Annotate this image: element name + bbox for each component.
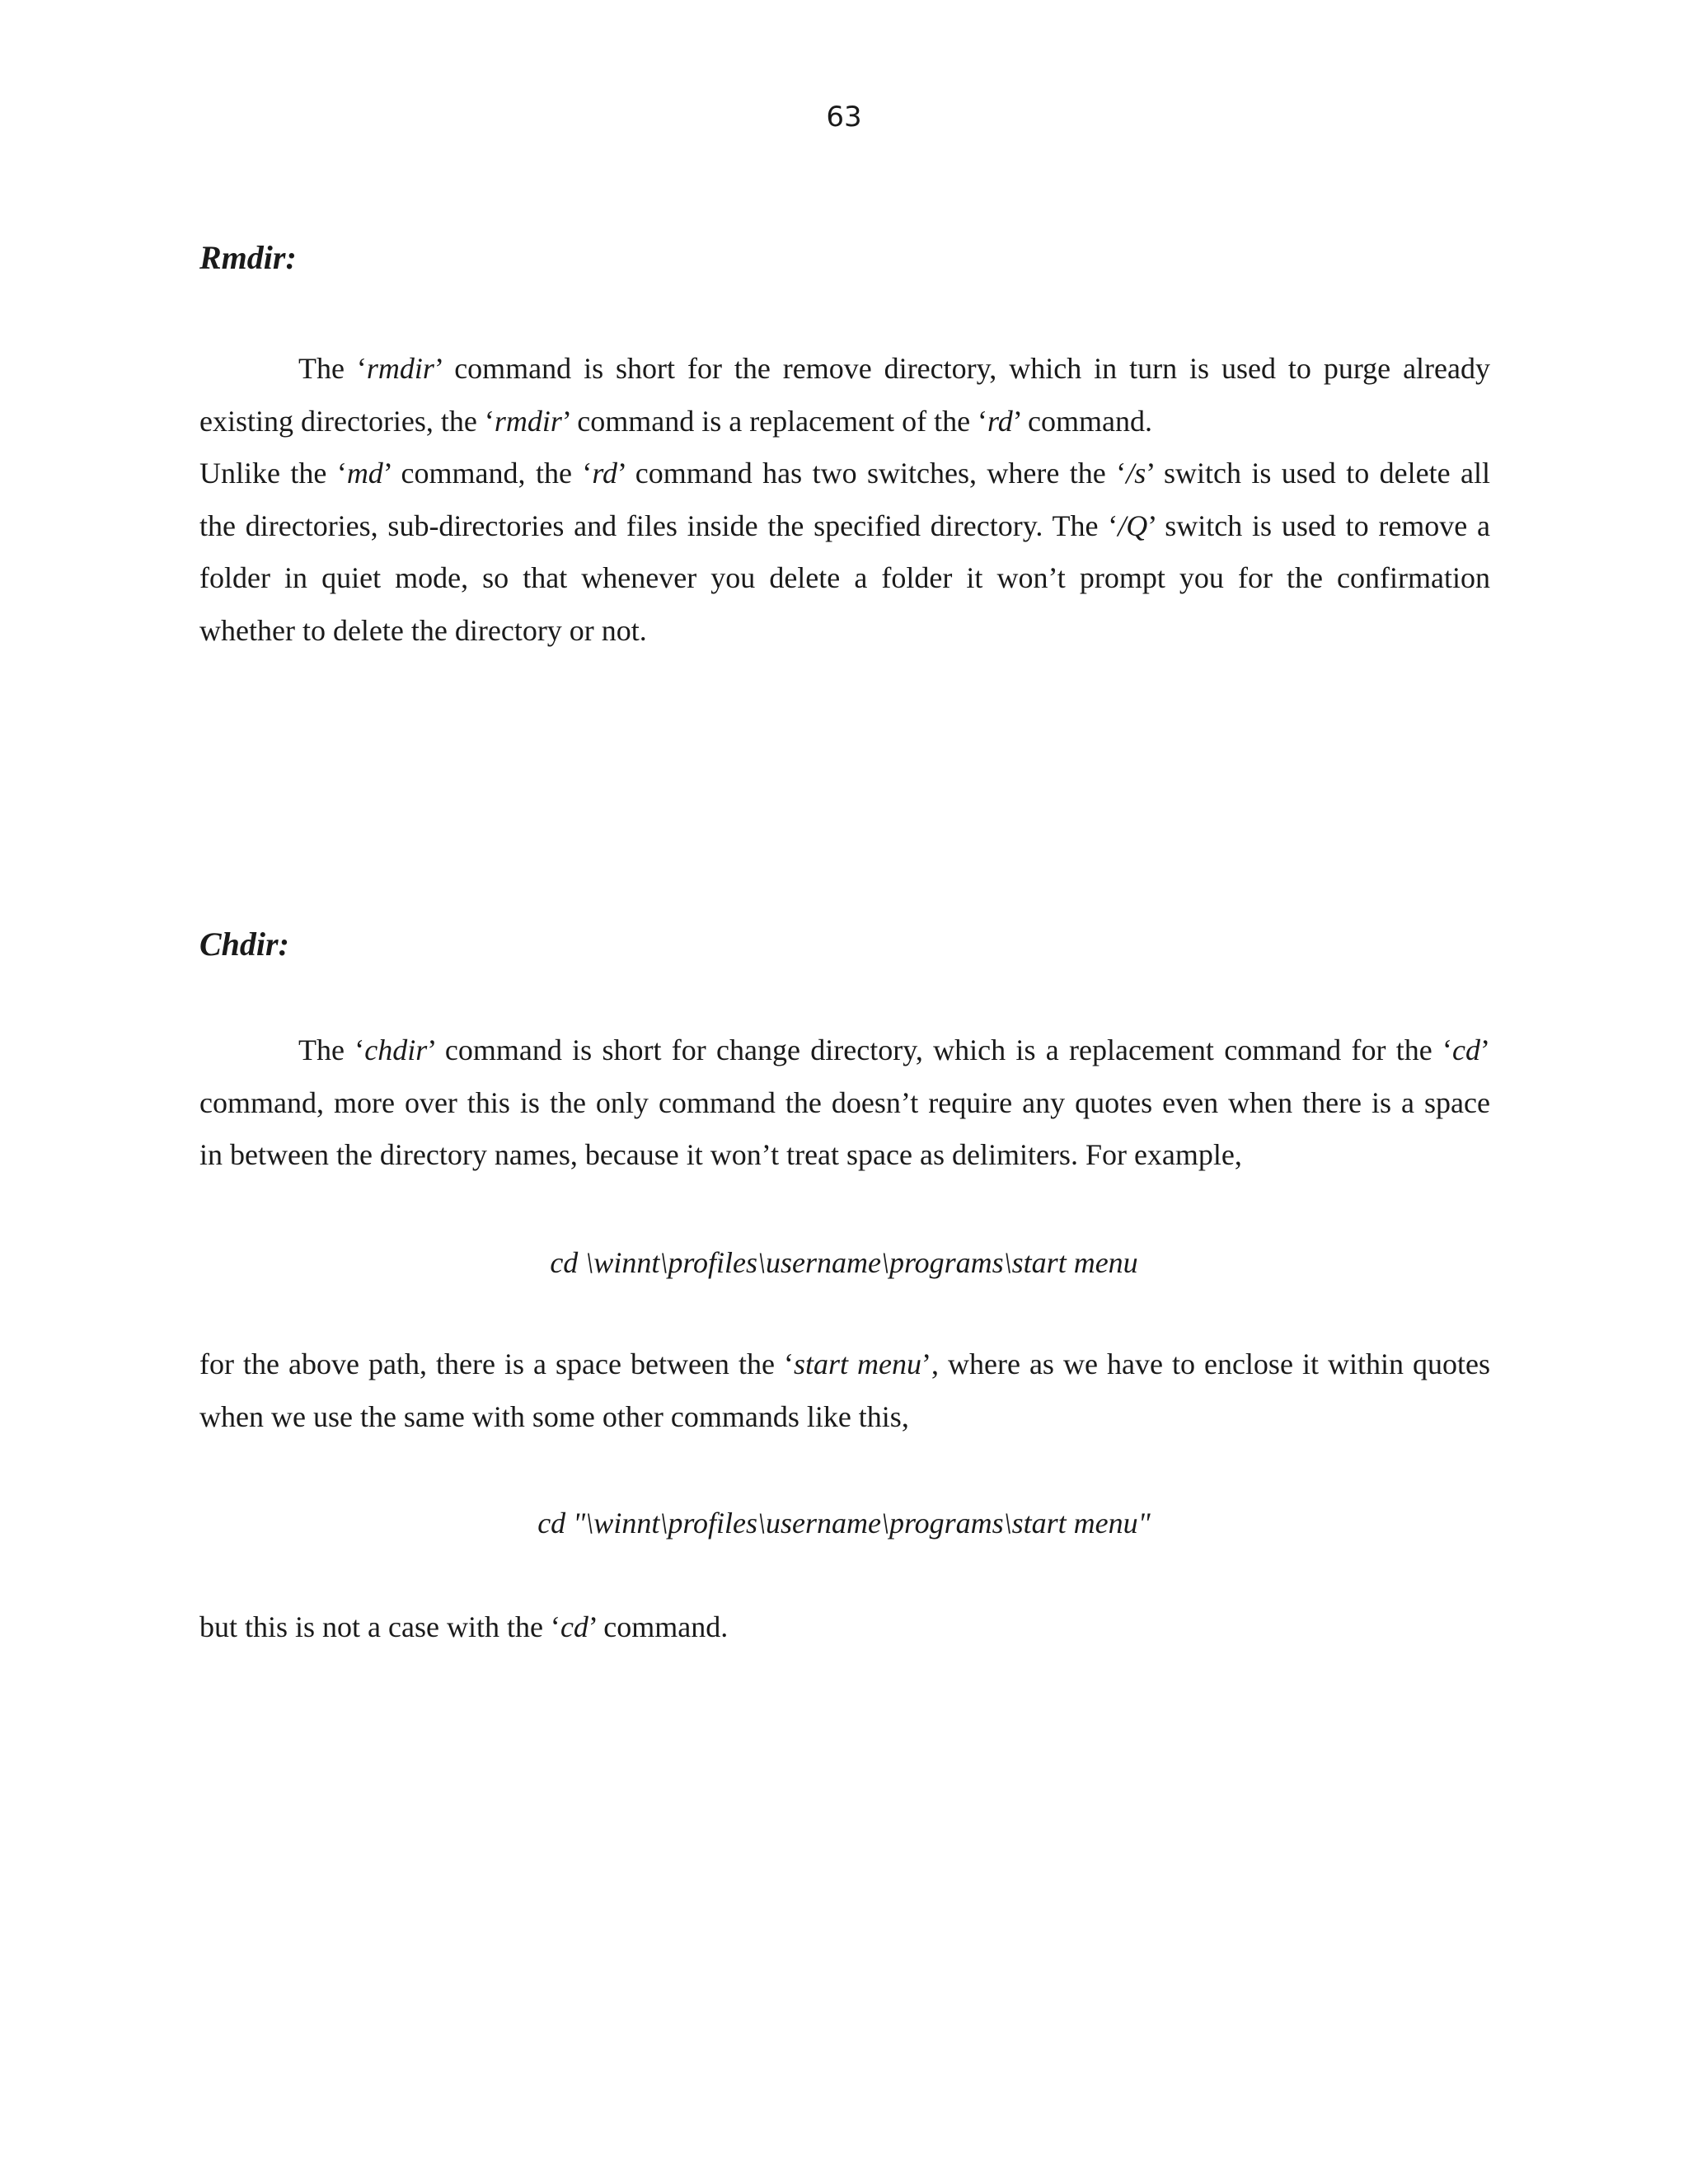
rmdir-line-6: whether to delete the directory or not. [199, 613, 647, 647]
example-command-1: cd \winnt\profiles\username\programs\start menu [550, 1246, 1138, 1279]
page-number: 63 [826, 101, 862, 134]
rmdir-line-2: existing directories, the ‘rmdir’ command is a replacement of the ‘rd’ command. [199, 404, 1153, 438]
chdir-line-5: when we use the same with some other commands like this, [199, 1399, 909, 1433]
chdir-line-4: for the above path, there is a space between the ‘start menu’, where as we have to enclose it within quotes [199, 1347, 1490, 1380]
rmdir-line-3: Unlike the ‘md’ command, the ‘rd’ command has two switches, where the ‘/s’ switch is used to delete all [199, 457, 1491, 490]
chdir-line-6: but this is not a case with the ‘cd’ command. [199, 1610, 729, 1643]
rmdir-line-4: the directories, sub-directories and files inside the specified directory. The ‘/Q’ switch is used to remove a [199, 509, 1491, 542]
chdir-paragraph-2 [199, 1338, 1490, 1443]
chdir-line-2: command, more over this is the only command the doesn’t require any quotes even when there is a space [199, 1085, 1490, 1119]
rmdir-heading: Rmdir: [199, 239, 297, 276]
chdir-paragraph-3 [199, 1601, 1490, 1654]
example-command-2: cd "\winnt\profiles\username\programs\start menu" [537, 1507, 1151, 1540]
chdir-heading: Chdir: [199, 926, 289, 963]
chdir-line-1: The ‘chdir’ command is short for change directory, which is a replacement command for the ‘cd’ [298, 1033, 1490, 1066]
rmdir-paragraph [199, 343, 1490, 657]
rmdir-line-1: The ‘rmdir’ command is short for the remove directory, which in turn is used to purge already [298, 352, 1490, 385]
chdir-paragraph-1 [199, 1024, 1490, 1182]
rmdir-line-5: folder in quiet mode, so that whenever you delete a folder it won’t prompt you for the confirmation [199, 561, 1490, 594]
chdir-line-3: in between the directory names, because it won’t treat space as delimiters. For example, [199, 1138, 1242, 1171]
